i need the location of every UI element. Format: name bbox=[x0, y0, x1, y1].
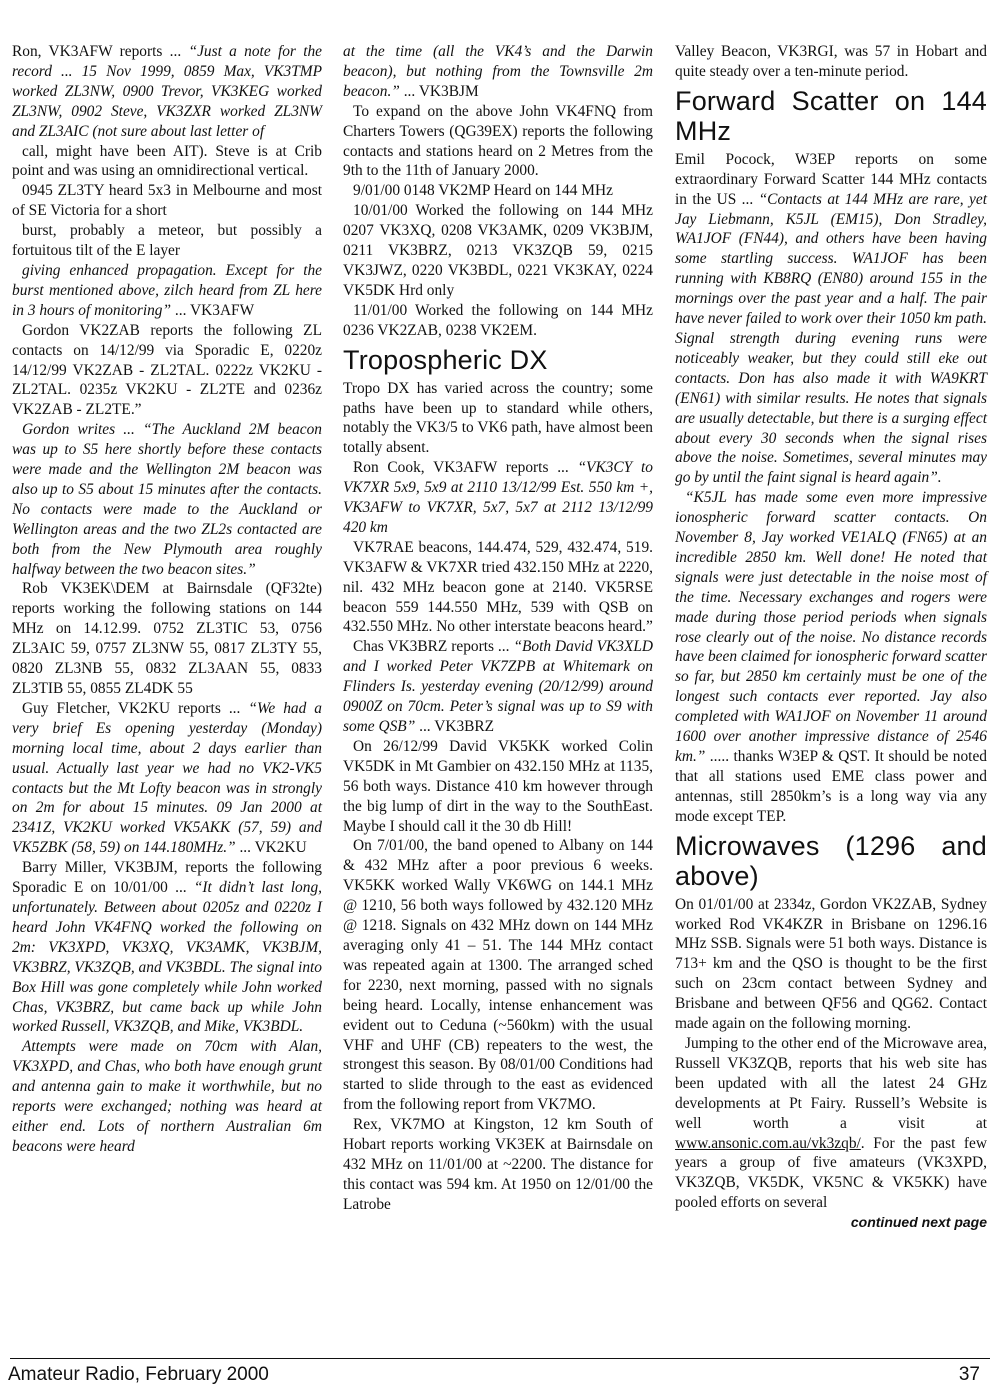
paragraph: Gordon VK2ZAB reports the following ZL contacts on 14/12/99 via Sporadic E, 0220z 14/12/99 VK2ZAB - ZL2TAL. 0222z VK2KU - ZL2TAL. 0235z VK2KU - ZL2TE and 0236z VK2ZAB - ZL2TE.” bbox=[12, 321, 322, 419]
paragraph bbox=[343, 458, 653, 538]
text: Ron, VK3AFW reports ... bbox=[12, 43, 189, 60]
paragraph bbox=[675, 1034, 987, 1213]
paragraph bbox=[343, 637, 653, 737]
quote: “VK3CY to VK7XR 5x9, 5x9 at 2110 13/12/99 Est. 550 km +, VK3AFW to VK7XR, 5x7, 5x7 at 2112 13/12/99 420 km bbox=[343, 459, 653, 536]
paragraph bbox=[12, 261, 322, 321]
continued-next-page: continued next page bbox=[850, 1214, 987, 1231]
paragraph bbox=[675, 150, 987, 488]
text: ..... thanks W3EP & QST. It should be noted that all stations used EME class power and antennas, still 2850km’s is a long way via any mode except TEP. bbox=[675, 748, 987, 825]
paragraph bbox=[12, 858, 322, 1037]
paragraph: burst, probably a meteor, but possibly a fortuitous tilt of the E layer bbox=[12, 222, 322, 260]
quote: giving enhanced propagation. Except for the burst mentioned above, zilch heard from ZL here in 3 hours of monitoring” bbox=[12, 261, 322, 319]
paragraph: Rex, VK7MO at Kingston, 12 km South of Hobart reports working VK3EK at Bairnsdale on 432 MHz on 11/01/00 at ~2200. The distance for this contact was 594 km. At 1950 on 12/01/00 the Latrobe bbox=[343, 1116, 653, 1213]
paragraph: On 7/01/00, the band opened to Albany on 144 & 432 MHz after a poor previous 6 weeks. VK5KK worked Wally VK6WG on 144.1 MHz @ 1210, 56 both ways followed by 432.120 MHz @ 1218. Signals on 432 MHz down on 144 MHz averaging only 41 – 51. The 144 MHz contact was repeated again at 1300. The arranged sched for 2230, next morning, passed with no signals being heard. Locally, intense enhancement was evident out to Ceduna (~560km) with the usual VHF and UHF (CB) repeaters to the west, the strongest this season. By 08/01/00 Conditions had started to slide through to the east as evidenced from the following report from VK7MO. bbox=[343, 837, 653, 1114]
paragraph: call, might have been AIT). Steve is at Crib point and was using an omnidirectional vertical. bbox=[12, 142, 322, 180]
column-1 bbox=[12, 42, 322, 1157]
quote: “K5JL has made some even more impressive ionospheric forward scatter contacts. On November 8, Jay worked VE1ALQ (FN65) at an incredible 2850 km. Well done! He noted that signals were just detectable in the noise most of the time. Necessary exchanges and rogers were made during those period periods when signals rose clearly out of the noise. No distance records have been claimed for ionospheric forward scatter so far, but 2850 km certainly must be one of the longest such contacts ever reported. Jay also completed with WA1JOF on November 11 around 1600 over another impressive distance of 2546 km.” bbox=[675, 489, 987, 765]
column-2 bbox=[343, 42, 653, 1215]
quote: “Just a note for the record ... 15 Nov 1999, 0859 Max, VK3TMP worked ZL3NW, 0900 Trevor, VK3KEG worked ZL3NW, 0902 Steve, VK3ZXR worked ZL3NW and ZL3AIC (not sure about last letter of bbox=[12, 43, 323, 140]
paragraph: On 01/01/00 at 2334z, Gordon VK2ZAB, Sydney worked Rod VK4KZR in Brisbane on 1296.16 MHz SSB. Signals were 51 both ways. Distance is 713+ km and the QSO is thought to be the first such on 23cm contact between Sydney and Brisbane and between QF56 and QG62. Contact made again on the following morning. bbox=[675, 895, 987, 1033]
paragraph: Valley Beacon, VK3RGI, was 57 in Hobart and quite steady over a ten-minute period. bbox=[675, 43, 987, 80]
text: Ron Cook, VK3AFW reports ... bbox=[353, 459, 578, 477]
magazine-title: Amateur Radio, February 2000 bbox=[8, 1364, 269, 1385]
quote: at the time (all the VK4’s and the Darwin beacon), but nothing from the Townsville 2m beacon.” bbox=[343, 43, 653, 100]
paragraph: Rob VK3EK\DEM at Bairnsdale (QF32te) reports working the following stations on 144 MHz on 14.12.99. 0752 ZL3TIC 53, 0756 ZL3AIC 59, 0757 ZL3NW 55, 0817 ZL3TY 55, 0820 ZL3NB 55, 0832 ZL3AAN 55, 0833 ZL3TIB 55, 0855 ZL4DK 55 bbox=[12, 580, 322, 697]
text: Chas VK3BRZ reports ... bbox=[353, 638, 514, 656]
paragraph: 10/01/00 Worked the following on 144 MHz 0207 VK3XQ, 0208 VK3AMK, 0209 VK3BJM, 0211 VK3BRZ, 0213 VK3ZQB 59, 0215 VK3JWZ, 0220 VK3BDL, 0221 VK3KAY, 0224 VK5DK Hrd only bbox=[343, 202, 653, 299]
text: Emil Pocock, W3EP reports on some extraordinary Forward Scatter 144 MHz contacts in the US ... bbox=[675, 150, 987, 208]
website-link[interactable]: www.ansonic.com.au/vk3zqb/ bbox=[675, 1134, 861, 1152]
paragraph bbox=[12, 699, 322, 858]
paragraph: 9/01/00 0148 VK2MP Heard on 144 MHz bbox=[353, 182, 613, 200]
paragraph bbox=[675, 488, 987, 826]
text: Jumping to the other end of the Microwave area, Russell VK3ZQB, reports that his web site has been updated with all the latest 24 GHz developments at Pt Fairy. Russell’s Website is well worth a visit at bbox=[675, 1034, 987, 1132]
footer-divider bbox=[10, 1358, 990, 1359]
paragraph: Tropo DX has varied across the country; some paths have been up to standard while others, notably the VK3/5 to VK6 path, have almost been totally absent. bbox=[343, 379, 653, 457]
quote: “Contacts at 144 MHz are rare, yet Jay Liebmann, K5JL (EM15), Don Stradley, WA1JOF (FN44), and others have been having some startling success. WA1JOF has been running with KB8RQ (EN80) around 155 in the mornings over the past year and a half. The pair have never failed to work over their 1050 km path. Signal strength during evening runs were noticeably weaker, but they could still eke out contacts. Don has also made it with WA9KRT (EN61) with similar results. He notes that signals are usually detectable, but there is a surging effect about every 30 seconds when the signal rises above the noise. Sometimes, several minutes may go by until the faint signal is heard again”. bbox=[675, 190, 988, 487]
paragraph: On 26/12/99 David VK5KK worked Colin VK5DK in Mt Gambier on 432.150 MHz at 1135, 56 both ways. Distance 410 km however through the big lump of dirt in the way to the SouthEast. Maybe I should call it the 30 db Hill! bbox=[343, 737, 653, 835]
section-heading-microwaves: Microwaves (1296 and above) bbox=[675, 830, 987, 891]
text: ... VK3BRZ bbox=[415, 718, 495, 735]
quote: “Both David VK3XLD and I worked Peter VK7ZPB at Whitemark on Flinders Is. yesterday evening (20/12/99) around 0900Z on 70cm. Peter’s signal was up to S9 with some QSB” bbox=[343, 638, 654, 735]
quote: Attempts were made on 70cm with Alan, VK3XPD, and Chas, who both have enough grunt and antenna gain to make it worthwhile, but no reports were exchanged; nothing was heard at either end. Lots of northern Australian 6m beacons were heard bbox=[12, 1038, 322, 1155]
text: Guy Fletcher, VK2KU reports ... bbox=[22, 699, 249, 717]
paragraph: 0945 ZL3TY heard 5x3 in Melbourne and most of SE Victoria for a short bbox=[12, 182, 322, 220]
paragraph: To expand on the above John VK4FNQ from Charters Towers (QG39EX) reports the following contacts and stations heard on 2 Metres from the 9th to the 11th of January 2000. bbox=[343, 102, 653, 180]
paragraph bbox=[12, 42, 322, 142]
paragraph bbox=[343, 42, 653, 102]
text: Barry Miller, VK3BJM, reports the following Sporadic E on 10/01/00 ... bbox=[12, 859, 322, 897]
page-number: 37 bbox=[958, 1364, 980, 1385]
text: ... VK2KU bbox=[235, 839, 307, 857]
column-3 bbox=[675, 42, 987, 1233]
paragraph: VK7RAE beacons, 144.474, 529, 432.474, 519. VK3AFW & VK7XR tried 432.150 MHz at 2220, nil. 432 MHz beacon gone at 2140. VK5RSE beacon 559 144.550 MHz, 539 with QSB on 432.550 MHz. No other interstate beacons heard.” bbox=[343, 538, 653, 636]
quote: Gordon writes ... “The Auckland 2M beacon was up to S5 here shortly before these contacts were made and the Wellington 2M beacon was also up to S5 about 15 minutes after the contacts. No contacts were made to the Auckland or Wellington areas and the two ZL2s contacted are both from the New Plymouth area roughly halfway between the two beacon sites.” bbox=[12, 421, 322, 578]
text: . For the past few years a group of five amateurs (VK3XPD, VK3ZQB, VK5DK, VK5NC & VK5KK) have pooled efforts on several bbox=[675, 1134, 987, 1212]
quote: “We had a very brief Es opening yesterday (Monday) morning local time, about 2 days earlier than usual. Actually last year we had no VK2-VK5 contacts but the Mt Lofty beacon was in strongly on 2m for about 15 minutes. 09 Jan 2000 at 2341Z, VK2KU worked VK5AKK (57, 59) and VK5ZBK (58, 59) on 144.180MHz.” bbox=[12, 699, 322, 857]
paragraph: 11/01/00 Worked the following on 144 MHz 0236 VK2ZAB, 0238 VK2EM. bbox=[343, 301, 653, 339]
paragraph bbox=[12, 1037, 322, 1156]
section-heading-forward-scatter: Forward Scatter on 144 MHz bbox=[675, 85, 987, 146]
section-heading-tropospheric: Tropospheric DX bbox=[343, 344, 548, 375]
paragraph bbox=[12, 420, 322, 579]
text: ... VK3AFW bbox=[171, 301, 255, 319]
text: ... VK3BJM bbox=[399, 82, 479, 100]
quote: “It didn’t last long, unfortunately. Between about 0205z and 0220z I heard John VK4FNQ worked the following on 2m: VK3XPD, VK3XQ, VK3AMK, VK3BJM, VK3BRZ, VK3ZQB, and VK3BDL. The signal into Box Hill was gone completely while John worked Chas, VK3BRZ, but came back up while John worked Russell, VK3ZQB, and Mike, VK3BDL. bbox=[12, 879, 322, 1036]
